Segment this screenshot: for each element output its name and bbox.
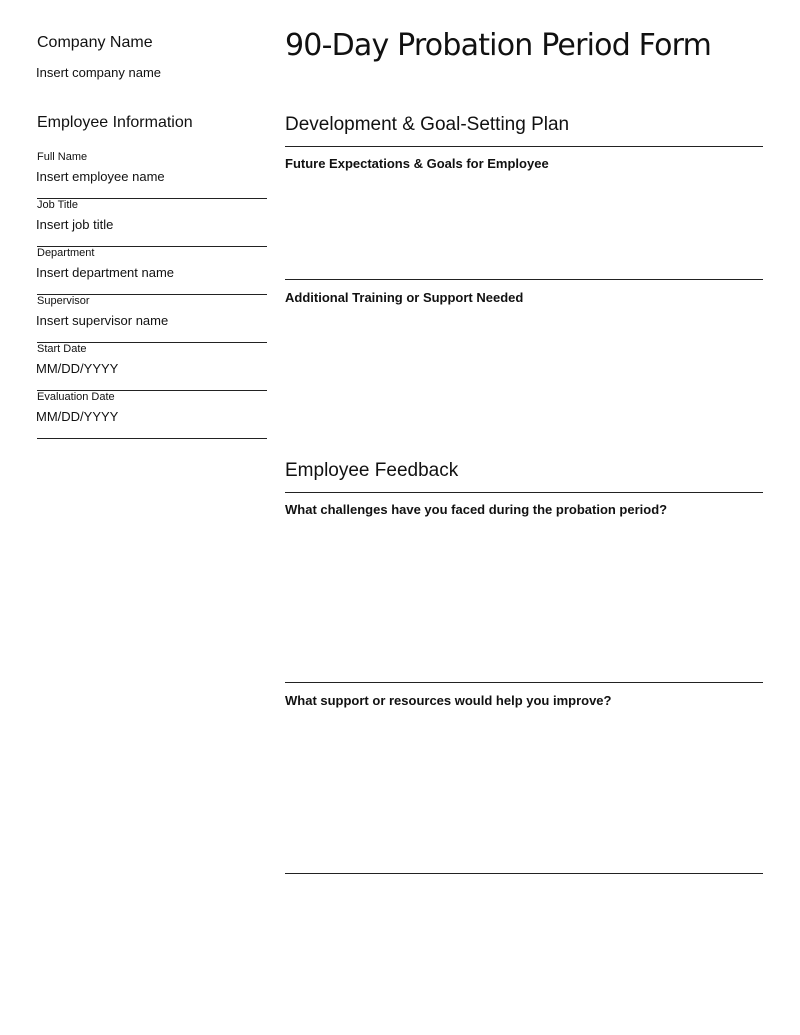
supervisor-field[interactable]: [37, 295, 267, 343]
job-title-field[interactable]: [37, 199, 267, 247]
support-resources-label: What support or resources would help you improve?: [285, 693, 612, 708]
job-title-label: Job Title: [37, 199, 78, 211]
challenges-label: What challenges have you faced during the probation period?: [285, 502, 668, 517]
company-name-field[interactable]: Insert company name: [36, 65, 162, 80]
evaluation-date-value[interactable]: MM/DD/YYYY: [36, 409, 119, 424]
employee-information-heading: Employee Information: [37, 114, 193, 131]
future-expectations-block[interactable]: [285, 156, 763, 280]
supervisor-label: Supervisor: [37, 295, 90, 307]
full-name-label: Full Name: [37, 151, 88, 163]
challenges-block[interactable]: [285, 502, 763, 683]
department-label: Department: [37, 247, 95, 259]
future-expectations-label: Future Expectations & Goals for Employee: [285, 156, 549, 171]
department-field[interactable]: [37, 247, 267, 295]
full-name-value[interactable]: Insert employee name: [36, 169, 165, 184]
full-name-field[interactable]: [37, 151, 267, 199]
employee-feedback-heading: Employee Feedback: [285, 460, 763, 493]
department-value[interactable]: Insert department name: [36, 265, 175, 280]
evaluation-date-field[interactable]: [37, 391, 267, 439]
form-title: 90-Day Probation Period Form: [285, 28, 712, 63]
start-date-label: Start Date: [37, 343, 87, 355]
support-resources-block[interactable]: [285, 693, 763, 874]
job-title-value[interactable]: Insert job title: [36, 217, 114, 232]
start-date-value[interactable]: MM/DD/YYYY: [36, 361, 119, 376]
additional-training-label: Additional Training or Support Needed: [285, 290, 524, 305]
company-name-heading: Company Name: [37, 34, 153, 51]
additional-training-block[interactable]: [285, 290, 763, 420]
evaluation-date-label: Evaluation Date: [37, 391, 115, 403]
start-date-field[interactable]: [37, 343, 267, 391]
supervisor-value[interactable]: Insert supervisor name: [36, 313, 169, 328]
development-plan-heading: Development & Goal-Setting Plan: [285, 114, 763, 147]
